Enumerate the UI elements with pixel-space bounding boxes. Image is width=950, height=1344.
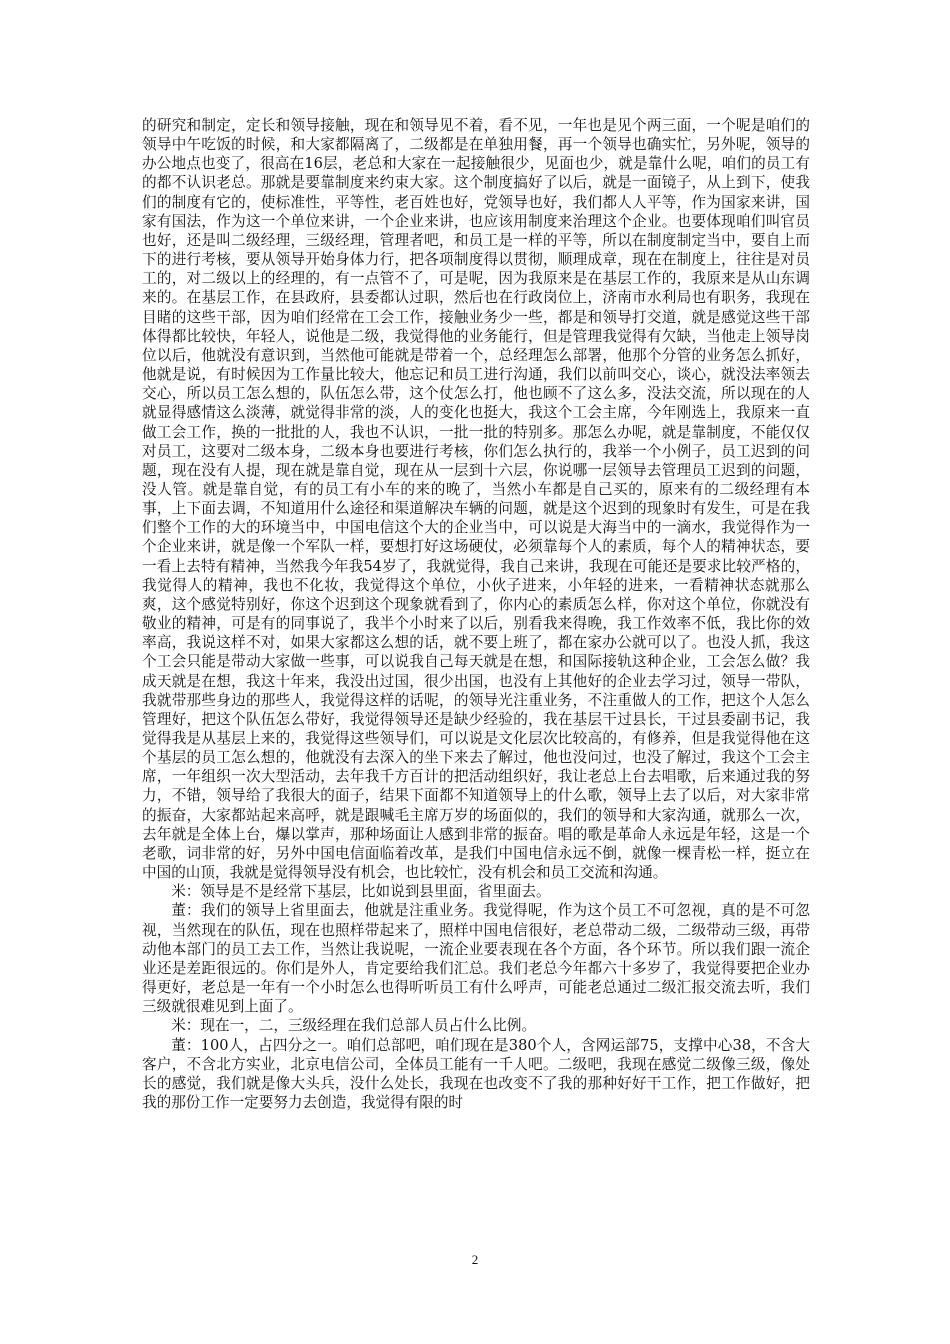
paragraph-question-2: 米：现在一，二，三级经理在我们总部人员占什么比例。 bbox=[171, 1017, 537, 1035]
paragraph-narrative: 的研究和制定，定长和领导接触，现在和领导见不着，看不见，一年也是见个两三面，一个呢是咱们的领导中午吃饭的时候，和大家都隔离了，二级都是在单独用餐，再一个领导也确实忙，另外呢，领导的办公地点也变了，很高在16层，老总和大家在一起接触很少，见面也少，就是靠什么呢，咱们的员工有的都不认识老总。那就是要靠制度来约束大家。这个制度搞好了以后，就是一面镜子，从上到下，使我们的制度有它的，使标准性，平等性，老百姓也好，党领导也好，我们都人人平等，作为国家来讲，国家有国法，作为这一个单位来讲，一个企业来讲，也应该用制度来治理这个企业。也要体现咱们叫官员也好，还是叫二级经理，三级经理，管理者吧，和员工是一样的平等，所以在制度制定当中，要自上而下的进行考核，要从领导开始身体力行，把各项制度得以贯彻，顺理成章，现在在制度上，往往是对员工的，对二级以上的经理的，有一点管不了，可是呢，因为我原来是在基层工作的，我原来是从山东调来的。在基层工作，在县政府，县委都认过职，然后也在行政岗位上，济南市水利局也有职务，我现在目睹的这些干部，因为咱们经常在工会工作，接触业务少一些，都是和领导打交道，就是感觉这些干部体得都比较快，年轻人，说他是二级，我觉得他的业务能行，但是管理我觉得有欠缺，当他走上领导岗位以后，他就没有意识到，当然他可能就是带着一个，总经理怎么部署，他那个分管的业务怎么抓好，他就是说，有时候因为工作量比较大，他忘记和员工进行沟通，我们以前叫交心，谈心，就没法率领去交心，所以员工怎么想的，队伍怎么带，这个仗怎么打，他也顾不了这么多，没法交流，所以现在的人就显得感情这么淡薄，就觉得非常的淡，人的变化也挺大，我这个工会主席，今年刚选上，我原来一直做工会工作，换的一批批的人，我也不认识，一批一批的特别多。那怎么办呢，就是靠制度，不能仅仅对员工，这要对二级本身，二级本身也要进行考核，你们怎么执行的，我举一个小例子，员工迟到的问题，现在没有人提，现在就是靠自觉，现在从一层到十六层，你说哪一层领导去管理员工迟到的问题，没人管。就是靠自觉，有的员工有小车的来的晚了，当然小车都是自己买的，原来有的二级经理有本事，上下面去调，不知道用什么途径和渠道解决车辆的问题，就是这个迟到的现象时有发生，可是在我们整个工作的大的环境当中，中国电信这个大的企业当中，可以说是大海当中的一滴水，我觉得作为一个企业来讲，就是像一个军队一样，要想打好这场硬仗，必须靠每个人的素质，每个人的精神状态，要一看上去特有精神，当然我今年我54岁了，我就觉得，我自己来讲，我现在可能还是要求比较严格的，我觉得人的精神，我也不化妆，我觉得这个单位，小伙子进来，小年轻的进来，一看精神状态就那么爽，这个感觉特别好，你这个迟到这个现象就看到了，你内心的素质怎么样，你对这个单位，你就没有敬业的精神，可是有的同事说了，我半个小时来了以后，别看我来得晚，我工作效率不低，我比你的效率高，我说这样不对，如果大家都这么想的话，就不要上班了，都在家办公就可以了。也没人抓，我这个工会只能是带动大家做一些事，可以说我自己每天就是在想，和国际接轨这种企业，工会怎么做？我成天就是在想，我这十年来，我没出过国，很少出国，也没有上其他好的企业去学习过，领导一带队，我就带那些身边的那些人，我觉得这样的话呢，的领导光注重业务，不注重做人的工作，把这个人怎么管理好，把这个队伍怎么带好，我觉得领导还是缺少经验的，我在基层干过县长，干过县委副书记，我觉得我是从基层上来的，我觉得这些领导们，可以说是文化层次比较高的，有修养，但是我觉得他在这个基层的员工怎么想的，他就没有去深入的坐下来去了解过，他也没问过，也没了解过，我这个工会主席，一年组织一次大型活动，去年我千方百计的把活动组织好，我让老总上台去唱歌，后来通过我的努力，不错，领导给了我很大的面子，结果下面都不知道领导上的什么歌，领导上去了以后，对大家非常的振奋，大家都站起来高呼，就是跟喊毛主席万岁的场面似的，我们的领导和大家沟通，就那么一次，去年就是全体上台，爆以掌声，那种场面让人感到非常的振奋。唱的歌是革命人永远是年轻，这是一个老歌，词非常的好，另外中国电信面临着改革，是我们中国电信永远不倒，就像一棵青松一样，挺立在中国的山顶，我就是觉得领导没有机会，也比较忙，没有机会和员工交流和沟通。 bbox=[142, 117, 810, 882]
paragraph-answer-2: 董：100人，占四分之一。咱们总部吧，咱们现在是380个人，含网运部75，支撑中心38，不含大客户，不含北方实业，北京电信公司，全体员工能有一千人吧。二级吧，我现在感觉二级像三级，像处长的感觉，我们就是像大头兵，没什么处长，我现在也改变不了我的那种好好干工作，把工作做好，把我的那份工作一定要努力去创造，我觉得有限的时 bbox=[142, 1036, 810, 1111]
paragraph-question-1: 米：领导是不是经常下基层，比如说到县里面，省里面去。 bbox=[171, 883, 551, 901]
page-number: 2 bbox=[471, 1252, 479, 1267]
paragraph-answer-1: 董：我们的领导上省里面去，他就是注重业务。我觉得呢，作为这个员工不可忽视，真的是不可忽视，当然现在的队伍，现在也照样带起来了，照样中国电信很好，老总带动二级，二级带动三级，再带动他本部门的员工去工作，当然让我说呢，一流企业要表现在各个方面，各个环节。所以我们跟一流企业还是差距很远的。你们是外人，肯定要给我们汇总。我们老总今年都六十多岁了，我觉得要把企业办得更好，老总是一年有一个小时怎么也得听听员工有什么呼声，可能老总通过二级汇报交流去听，我们三级就很难见到上面了。 bbox=[142, 902, 810, 1016]
document-body bbox=[142, 116, 810, 1112]
